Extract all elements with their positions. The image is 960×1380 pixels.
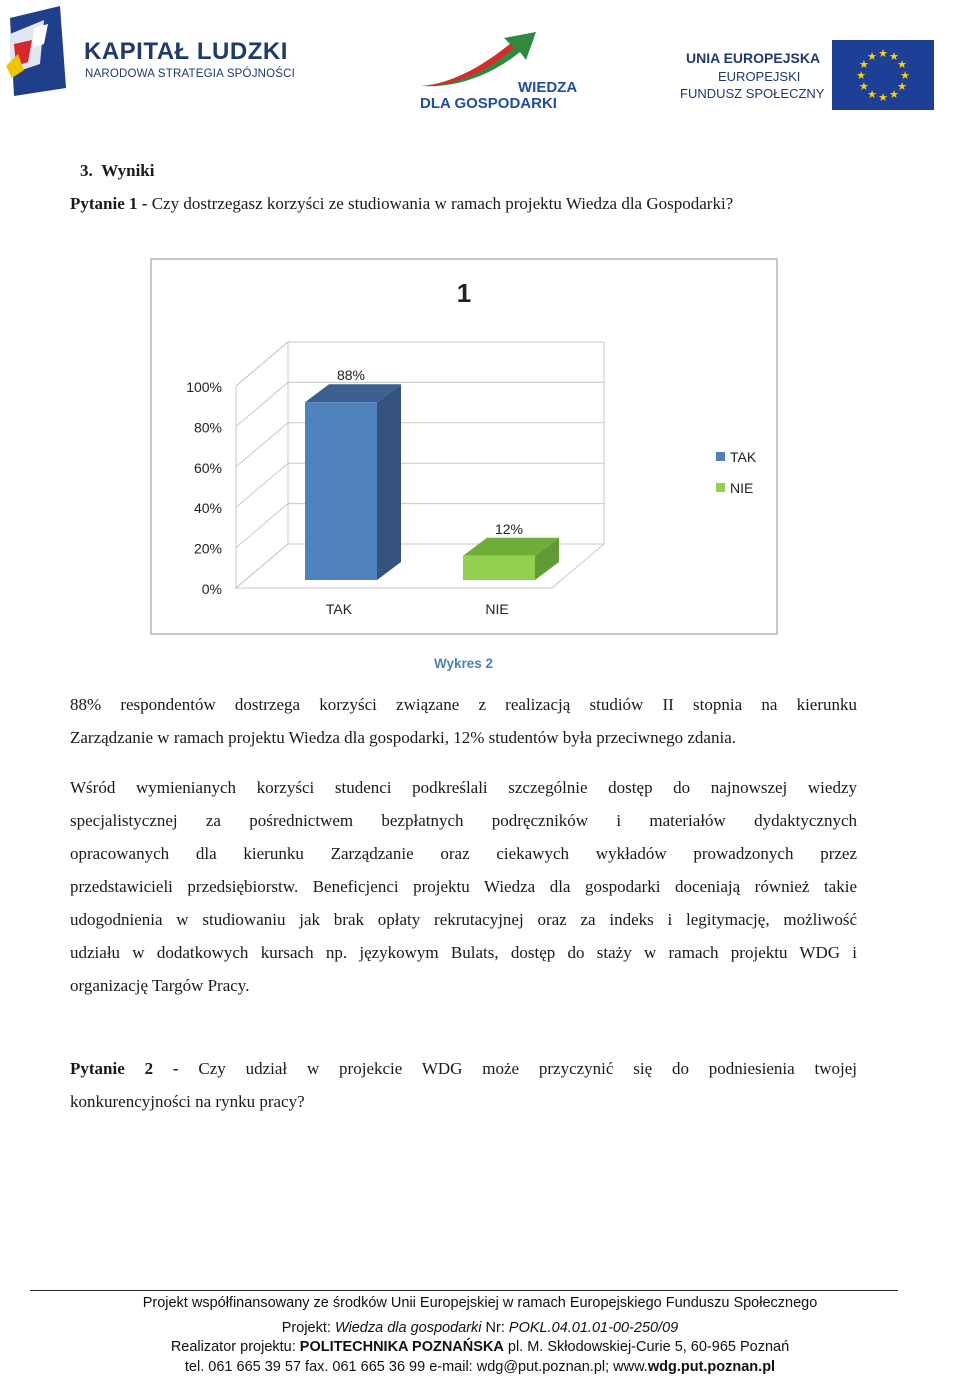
x-category-label: NIE [485,601,509,617]
footer-line4 [0,1359,960,1375]
paragraph2-line: opracowanych dla kierunku Zarządzanie oraz ciekawych wykładów prowadzonych przez [70,844,857,863]
kapital-ludzki-emblem-icon [4,4,70,96]
question2-line2: konkurencyjności na rynku pracy? [70,1092,305,1111]
paragraph2-line: specjalistycznej za pośrednictwem bezpłatnych podręczników i materiałów dydaktycznych [70,811,857,830]
footer-contact: tel. 061 665 39 57 fax. 061 665 36 99 e-mail: wdg@put.poznan.pl; www. [184,1359,648,1375]
y-tick-label: 40% [193,500,222,517]
paragraph2-line: organizację Targów Pracy. [70,976,250,995]
wiedza-dla-gospodarki-logo [418,30,578,112]
eu-star-icon: ★ [900,69,910,82]
chart-title: 1 [456,278,472,308]
eu-star-icon: ★ [867,49,877,63]
eu-line3: FUNDUSZ SPOŁECZNY [680,86,825,101]
footer-project-code: POKL.04.01.01-00-250/09 [508,1320,679,1336]
legend-label: TAK [730,449,757,465]
section-heading [80,161,154,181]
paragraph1 [70,688,857,754]
question1-label: Pytanie 1 - [70,194,148,213]
kapital-title: KAPITAŁ LUDZKI [84,38,288,65]
bar-tak [305,402,377,580]
legend-swatch [716,483,725,492]
eu-star-icon: ★ [867,88,877,102]
eu-star-icon: ★ [859,80,869,93]
question1-text: Czy dostrzegasz korzyści ze studiowania w ramach projektu Wiedza dla Gospodarki? [151,194,734,213]
eu-flag-icon [832,40,934,110]
bar-data-label: 88% [336,367,366,384]
question2 [70,1052,857,1118]
bar-data-label: 12% [494,520,524,537]
question2-label: Pytanie 2 - [70,1059,179,1078]
y-tick-label: 20% [193,540,222,557]
eu-star-icon: ★ [856,69,866,82]
chart-1 [146,256,786,640]
footer-realizator-name: POLITECHNIKA POZNAŃSKA [299,1339,504,1355]
footer-project-name: Wiedza dla gospodarki [334,1320,482,1336]
wdg-line2: DLA GOSPODARKI [420,95,557,112]
footer-nr-label: Nr: [481,1320,509,1336]
paragraph2-line: udziału w dodatkowych kursach np. językowym Bulats, dostęp do staży w ramach projektu WDG i [70,943,857,962]
footer-address: pl. M. Skłodowskiej-Curie 5, 60-965 Poznań [503,1339,790,1355]
paragraph2-line: przedstawicieli przedsiębiorstw. Beneficjenci projektu Wiedza dla gospodarki doceniają również takie [70,877,857,896]
paragraph1-line1: 88% respondentów dostrzega korzyści związane z realizacją studiów II stopnia na kierunku [70,695,857,714]
x-category-label: TAK [325,601,353,617]
question2-line1 [70,1052,857,1085]
eu-star-icon: ★ [878,47,888,60]
kapital-ludzki-logo [4,4,304,96]
legend-label: NIE [730,480,754,496]
eu-line2: EUROPEJSKI [718,69,801,84]
eu-star-icon: ★ [897,58,907,71]
legend-swatch [716,452,725,461]
eu-star-icon: ★ [859,58,869,71]
y-tick-label: 80% [193,419,222,436]
eu-star-icon: ★ [878,91,888,104]
footer-line1: Projekt współfinansowany ze środków Unii Europejskiej w ramach Europejskiego Funduszu Społecznego [142,1295,818,1311]
wdg-line1: WIEDZA [518,79,578,96]
section-number: 3. [80,161,93,180]
footer-realizator-prefix: Realizator projektu: [170,1339,300,1355]
y-tick-label: 100% [186,379,222,395]
chart-caption: Wykres 2 [434,656,494,671]
footer-divider [30,1290,898,1291]
bar-side-tak [377,384,401,580]
footer-project-prefix: Projekt: [281,1320,335,1336]
y-tick-label: 60% [193,459,222,476]
paragraph2 [70,771,857,1002]
eu-star-icon: ★ [889,88,899,102]
footer-website: wdg.put.poznan.pl [647,1359,776,1375]
y-tick-label: 0% [201,581,222,597]
section-title: Wyniki [101,161,155,180]
eu-logo [656,26,946,112]
footer-line2 [0,1320,960,1336]
eu-line1: UNIA EUROPEJSKA [686,50,821,66]
eu-star-icon: ★ [889,49,899,63]
bar-nie [463,556,535,580]
paragraph2-line: udogodnienia w studiowaniu jak brak opłaty rekrutacyjnej oraz za indeks i legitymację, możliwość [70,910,857,929]
eu-star-icon: ★ [897,80,907,93]
kapital-subtitle: NARODOWA STRATEGIA SPÓJNOŚCI [85,68,296,80]
paragraph1-line2: Zarządzanie w ramach projektu Wiedza dla gospodarki, 12% studentów była przeciwnego zdania. [70,728,736,747]
question2-text-line1: Czy udział w projekcie WDG może przyczynić się do podniesienia twojej [198,1059,858,1078]
paragraph2-line: Wśród wymienianych korzyści studenci podkreślali szczególnie dostęp do najnowszej wiedzy [70,778,857,797]
footer-line3 [0,1339,960,1355]
question1 [70,194,733,214]
